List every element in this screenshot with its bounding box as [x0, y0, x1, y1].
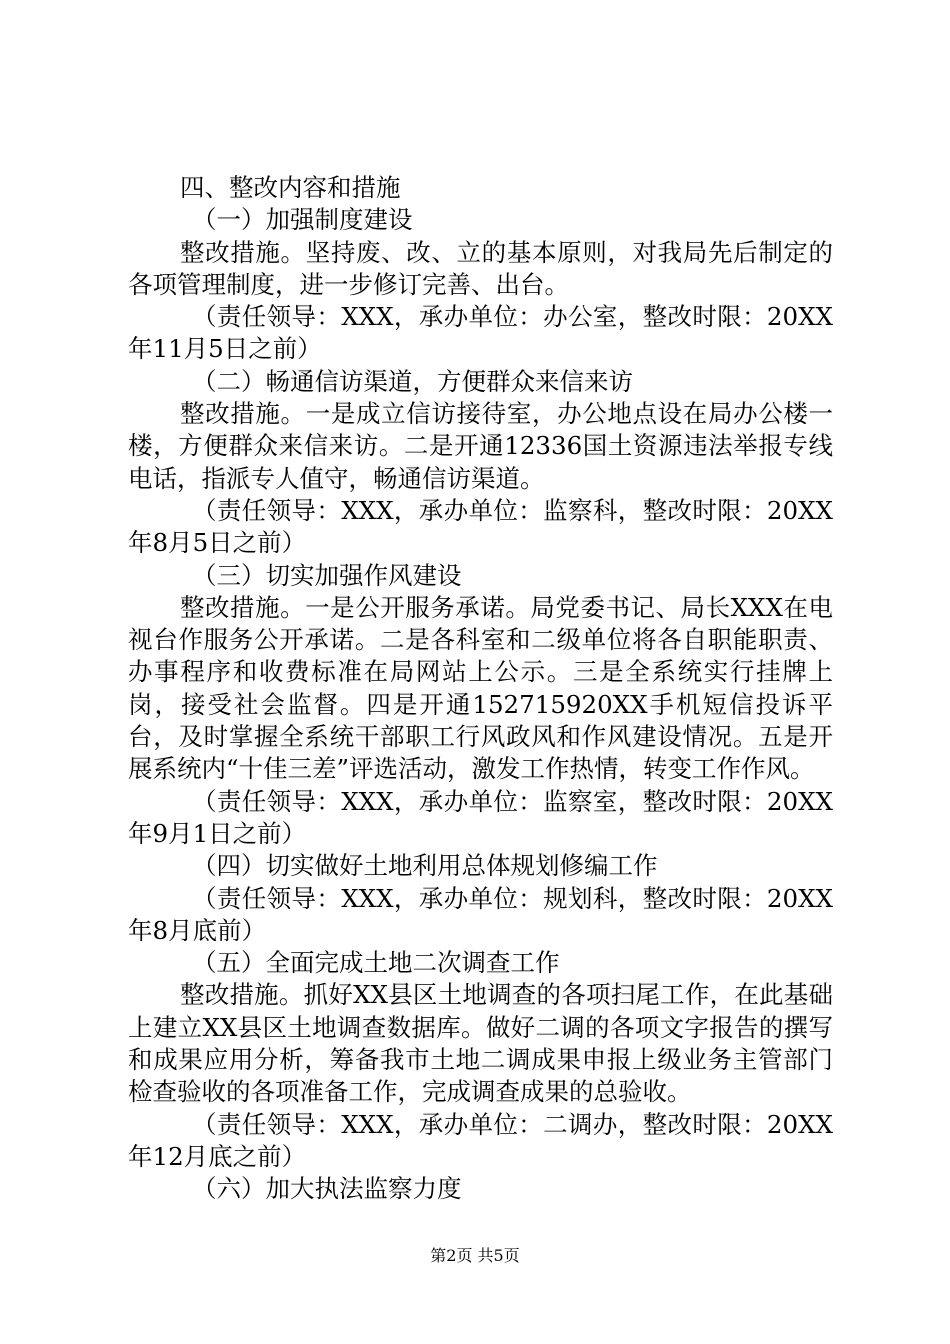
subsection-heading: （一）加强制度建设 — [192, 205, 413, 235]
responsibility-note: （责任领导：XXX，承办单位：二调办，整改时限：20XX年12月底之前） — [128, 1109, 833, 1171]
subsection-heading: （三）切实加强作风建设 — [192, 560, 462, 590]
measure-paragraph: 整改措施。一是公开服务承诺。局党委书记、局长XXX在电视台作服务公开承诺。二是各科室和二级单位将各自职能职责、办事程序和收费标准在局网站上公示。三是全系统实行挂牌上岗，接受社会监督。四是开通152715920XX手机短信投诉平台，及时掌握全系统干部职工行风政风和作风建设情况。五是开展系统内“十佳三差”评选活动，激发工作热情，转变工作作风。 — [128, 592, 833, 784]
measure-paragraph: 整改措施。抓好XX县区土地调查的各项扫尾工作，在此基础上建立XX县区土地调查数据库。做好二调的各项文字报告的撰写和成果应用分析，筹备我市土地二调成果申报上级业务主管部门检查验收的各项准备工作，完成调查成果的总验收。 — [128, 980, 833, 1107]
subsection-heading: （四）切实做好土地利用总体规划修编工作 — [192, 851, 658, 881]
page-footer: 第2页 共5页 — [430, 1246, 520, 1265]
subsection-heading: （六）加大执法监察力度 — [192, 1174, 462, 1204]
subsection-heading: （五）全面完成土地二次调查工作 — [192, 948, 560, 978]
section-heading: 四、整改内容和措施 — [180, 173, 401, 202]
measure-paragraph: 整改措施。坚持废、改、立的基本原则，对我局先后制定的各项管理制度，进一步修订完善、出台。 — [128, 237, 833, 299]
responsibility-note: （责任领导：XXX，承办单位：规划科，整改时限：20XX年8月底前） — [128, 883, 833, 945]
responsibility-note: （责任领导：XXX，承办单位：监察室，整改时限：20XX年9月1日之前） — [128, 786, 833, 848]
responsibility-note: （责任领导：XXX，承办单位：办公室，整改时限：20XX年11月5日之前） — [128, 302, 833, 364]
responsibility-note: （责任领导：XXX，承办单位：监察科，整改时限：20XX年8月5日之前） — [128, 495, 833, 558]
measure-paragraph: 整改措施。一是成立信访接待室，办公地点设在局办公楼一楼，方便群众来信来访。二是开通12336国土资源违法举报专线电话，指派专人值守，畅通信访渠道。 — [128, 399, 833, 493]
subsection-heading: （二）畅通信访渠道，方便群众来信来访 — [192, 366, 633, 396]
document-body — [128, 172, 833, 1206]
